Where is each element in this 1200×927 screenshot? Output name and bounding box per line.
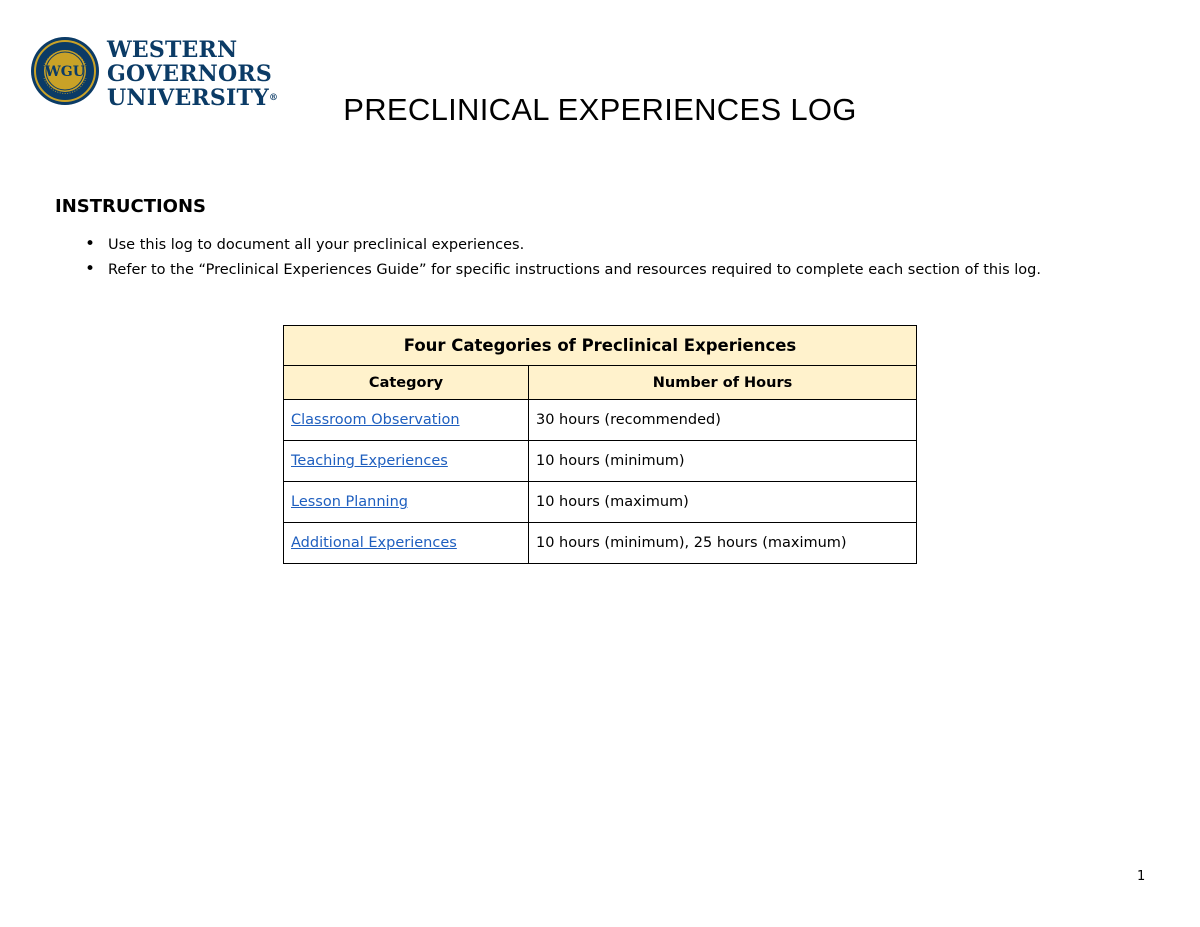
table-header-row [284,366,917,400]
table-caption: Four Categories of Preclinical Experiences [284,326,917,366]
category-cell [284,441,529,482]
wordmark-line-3-text: UNIVERSITY [107,85,269,111]
page-number: 1 [1137,869,1146,884]
registered-mark: ® [268,93,279,103]
category-link-classroom-observation[interactable]: Classroom Observation [291,412,460,428]
category-link-lesson-planning[interactable]: Lesson Planning [291,494,408,510]
list-item: • Refer to the “Preclinical Experiences Guide” for specific instructions and resources required to complete each section of this log. [85,258,1041,283]
category-cell [284,482,529,523]
column-header-category: Category [284,366,529,400]
page-title: PRECLINICAL EXPERIENCES LOG [343,92,857,127]
table-row [284,523,917,564]
table-row [284,400,917,441]
category-cell [284,400,529,441]
hours-cell: 10 hours (minimum), 25 hours (maximum) [529,523,917,564]
table-row [284,441,917,482]
hours-cell: 10 hours (minimum) [529,441,917,482]
column-header-hours: Number of Hours [529,366,917,400]
wordmark-line-1: WESTERN [107,37,238,63]
table-row [284,482,917,523]
category-cell [284,523,529,564]
svg-text:WGU: WGU [45,64,85,80]
category-link-teaching-experiences[interactable]: Teaching Experiences [291,453,448,469]
categories-table [283,325,917,564]
hours-cell: 30 hours (recommended) [529,400,917,441]
hours-cell: 10 hours (maximum) [529,482,917,523]
table-caption-row [284,326,917,366]
wordmark-line-2: GOVERNORS [107,61,272,87]
list-item: • Use this log to document all your preclinical experiences. [85,233,1041,258]
instructions-list [85,233,1041,283]
category-link-additional-experiences[interactable]: Additional Experiences [291,535,457,551]
instructions-heading: INSTRUCTIONS [55,196,206,217]
